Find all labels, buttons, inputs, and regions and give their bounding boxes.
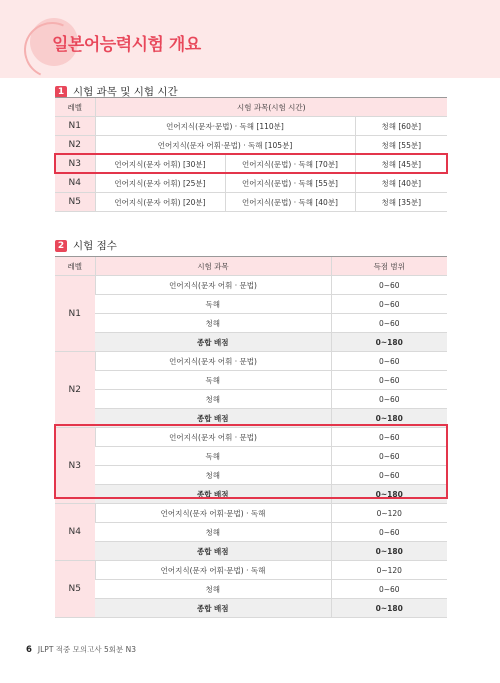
subject-cell: 독해 [95, 295, 331, 314]
range-cell: 0~180 [331, 409, 447, 428]
table-row [55, 580, 447, 599]
subject-cell: 청해 [35분] [355, 193, 447, 212]
level-cell: N1 [55, 117, 95, 136]
range-cell: 0~60 [331, 390, 447, 409]
exam-score-table [55, 256, 447, 618]
level-cell: N2 [55, 352, 95, 428]
range-cell: 0~60 [331, 352, 447, 371]
subject-cell: 언어지식(문자 어휘·문법) · 독해 [95, 504, 331, 523]
range-cell: 0~60 [331, 580, 447, 599]
exam-time-table [55, 97, 447, 212]
range-cell: 0~60 [331, 428, 447, 447]
level-cell: N5 [55, 561, 95, 618]
table-row [55, 155, 447, 174]
section-title: 시험 과목 및 시험 시간 [73, 86, 178, 98]
table-header-row [55, 257, 447, 276]
table-row [55, 523, 447, 542]
level-cell: N5 [55, 193, 95, 212]
total-row [55, 333, 447, 352]
level-cell: N3 [55, 428, 95, 504]
total-row [55, 542, 447, 561]
range-cell: 0~180 [331, 333, 447, 352]
subject-cell: 독해 [95, 447, 331, 466]
book-title: JLPT 적중 모의고사 5회분 N3 [37, 645, 137, 654]
subject-cell: 종합 배점 [95, 409, 331, 428]
table-row [55, 193, 447, 212]
page-number: 6 [26, 645, 32, 655]
section-number-badge: 1 [55, 86, 67, 98]
table-row [55, 136, 447, 155]
table-row [55, 295, 447, 314]
range-cell: 0~180 [331, 599, 447, 618]
subject-cell: 청해 [95, 390, 331, 409]
subject-cell: 언어지식(문법) · 독해 [70분] [225, 155, 355, 174]
section-2-heading [55, 238, 117, 253]
range-cell: 0~60 [331, 314, 447, 333]
level-cell: N3 [55, 155, 95, 174]
range-cell: 0~60 [331, 447, 447, 466]
subject-cell: 언어지식(문자 어휘 · 문법) [95, 428, 331, 447]
range-cell: 0~180 [331, 542, 447, 561]
subject-cell: 언어지식(문법) · 독해 [40분] [225, 193, 355, 212]
range-cell: 0~60 [331, 466, 447, 485]
table-row [55, 276, 447, 295]
total-row [55, 409, 447, 428]
subject-cell: 청해 [45분] [355, 155, 447, 174]
table-row [55, 561, 447, 580]
subject-cell: 언어지식(문자 어휘·문법) · 독해 [105분] [95, 136, 355, 155]
subject-cell: 종합 배점 [95, 542, 331, 561]
table-row [55, 390, 447, 409]
table-row [55, 371, 447, 390]
range-cell: 0~120 [331, 561, 447, 580]
level-cell: N1 [55, 276, 95, 352]
section-number-badge: 2 [55, 240, 67, 252]
subject-cell: 언어지식(문자 어휘) [25분] [95, 174, 225, 193]
level-cell: N2 [55, 136, 95, 155]
table-row [55, 504, 447, 523]
subject-cell: 종합 배점 [95, 333, 331, 352]
page-title: 일본어능력시험 개요 [52, 35, 201, 55]
subject-cell: 언어지식(문법) · 독해 [55분] [225, 174, 355, 193]
subject-cell: 청해 [95, 466, 331, 485]
subject-cell: 독해 [95, 371, 331, 390]
total-row [55, 599, 447, 618]
header-level: 레벨 [55, 257, 95, 276]
total-row [55, 485, 447, 504]
subject-cell: 청해 [40분] [355, 174, 447, 193]
page-footer [26, 644, 136, 655]
table-row [55, 314, 447, 333]
table-row [55, 117, 447, 136]
subject-cell: 종합 배점 [95, 485, 331, 504]
subject-cell: 청해 [95, 580, 331, 599]
range-cell: 0~60 [331, 523, 447, 542]
header-subject-time: 시험 과목(시험 시간) [95, 98, 447, 117]
level-cell: N4 [55, 174, 95, 193]
header-level: 레벨 [55, 98, 95, 117]
header-range: 득점 범위 [331, 257, 447, 276]
subject-cell: 청해 [95, 523, 331, 542]
range-cell: 0~60 [331, 295, 447, 314]
subject-cell: 언어지식(문자 어휘 · 문법) [95, 276, 331, 295]
header-subject: 시험 과목 [95, 257, 331, 276]
subject-cell: 언어지식(문자 어휘 · 문법) [95, 352, 331, 371]
table-row [55, 174, 447, 193]
subject-cell: 종합 배점 [95, 599, 331, 618]
subject-cell: 언어지식(문자·문법) · 독해 [110분] [95, 117, 355, 136]
table-row [55, 466, 447, 485]
section-title: 시험 점수 [73, 240, 117, 252]
subject-cell: 청해 [55분] [355, 136, 447, 155]
subject-cell: 언어지식(문자 어휘) [20분] [95, 193, 225, 212]
level-cell: N4 [55, 504, 95, 561]
range-cell: 0~60 [331, 276, 447, 295]
subject-cell: 청해 [95, 314, 331, 333]
subject-cell: 언어지식(문자 어휘·문법) · 독해 [95, 561, 331, 580]
table-row [55, 352, 447, 371]
subject-cell: 언어지식(문자 어휘) [30분] [95, 155, 225, 174]
table-row [55, 428, 447, 447]
range-cell: 0~180 [331, 485, 447, 504]
table-header-row [55, 98, 447, 117]
range-cell: 0~60 [331, 371, 447, 390]
subject-cell: 청해 [60분] [355, 117, 447, 136]
range-cell: 0~120 [331, 504, 447, 523]
table-row [55, 447, 447, 466]
